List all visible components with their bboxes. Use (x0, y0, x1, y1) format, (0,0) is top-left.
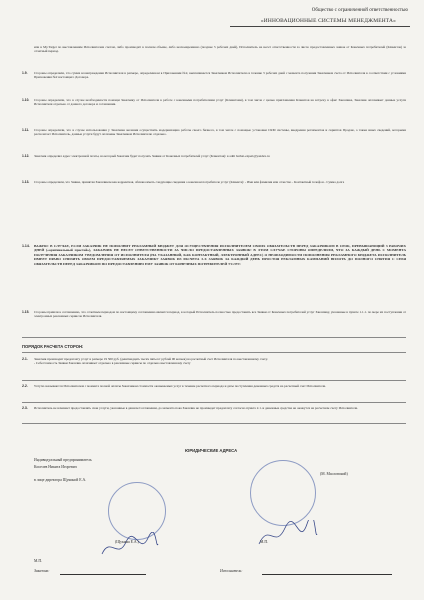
clause-1-13 (22, 180, 406, 208)
clause-text: Стороны определили, что в случае необходимости помощи Заказчику от Исполнителя в работе с конечными потребителями услуг (Клиентами), в том числе с целью приглашения Клиентов на встречу в офис Заказчика, Заказчик оплачивает данные услуги Исполнителя отдельно от данного договора и соглашения. (34, 98, 406, 107)
payment-number: 2.2. (22, 384, 28, 388)
clause-text: Заказчик определил адрес электронной почты, на который Заказчик будет получать Заявки от Конечных потребителей услуг (Клиентов): в adm barhat-expert@yandex.ru (34, 154, 270, 158)
clause-text: Стороны определили, что в случае использования у Заказчика желания осуществить модернизацию работы своего бизнеса, в том числе с помощью установки CRM системы, внедрения регламентов и скриптов Продаж, а также иных сведений, которыми располагает Исполнитель, данные услуги будут оплачены Заказчиком Исполнителю отдельно. (34, 128, 406, 137)
payment-item-2-3 (22, 406, 406, 420)
company-name: «ИННОВАЦИОННЫЕ СИСТЕМЫ МЕНЕДЖМЕНТА» (260, 18, 396, 24)
clause-number: 1.13. (22, 180, 30, 184)
clause-number: 1.11. (22, 128, 30, 132)
customer-signatory: (Щукина Е.А.) (115, 540, 139, 544)
clause-1-9 (22, 71, 406, 89)
customer-name: Киселев Никита Игоревич (34, 465, 77, 469)
clause-text: Стороны определили, что сумма вознаграждения Исполнителя в размере, определенном в Приложении №2, выплачивается Заказчиком Исполнителю в течение 3 рабочих дней с момента получения Заказчиком счета от Исполнителя в соответствии с условиями Приложения №2 настоящего Договора. (34, 71, 406, 80)
customer-role: Заказчик: (34, 569, 50, 573)
customer-signature-line (60, 574, 146, 575)
payment-section-title: ПОРЯДОК РАСЧЕТА СТОРОН: (22, 344, 84, 349)
contractor-signatory: (М. Масловский) (320, 472, 348, 476)
contractor-signature (255, 520, 319, 552)
clause-1-10 (22, 98, 406, 116)
payment-item-2-1 (22, 357, 406, 377)
payment-number: 2.3. (22, 406, 28, 410)
row-divider (22, 380, 406, 381)
customer-mp: М.П. (34, 559, 43, 563)
payment-number: 2.1. (22, 357, 28, 361)
preamble-paragraph: или в My.Target по выставлениям Исполнителем счетам, либо производит в полном объеме, либо несвоевременно (позднее 5 рабочих дней), Исполнитель не несет ответственности за число предоставленных заявок от Конечных потребителей (Клиентов) за отчетный период. (34, 45, 406, 54)
company-type: Общество с ограниченной ответственностью (311, 8, 408, 13)
payment-text: Услуги оказываются Исполнителем с момента полной оплаты Заказчиком стоимости оказываемых услуг в течение расчетного периода и даты поступления денежных средств на расчетный счет Исполнителя. (34, 384, 326, 388)
addresses-title: ЮРИДИЧЕСКИЕ АДРЕСА (185, 448, 238, 453)
payment-item-2-2 (22, 384, 406, 398)
contractor-signature-line (262, 574, 392, 575)
section-divider (22, 352, 406, 353)
clause-number: 1.9. (22, 71, 28, 75)
customer-representative: в лице директора Щукиной Е.А. (34, 478, 87, 482)
clause-1-11 (22, 128, 406, 146)
clause-1-14 (22, 244, 406, 304)
contractor-stamp (250, 460, 316, 526)
customer-type: Индивидуальный предприниматель (34, 458, 92, 462)
clause-text: ВАЖНО: В СЛУЧАЕ, ЕСЛИ ЗАКАЗЧИК НЕ ПОПОЛНИТ РЕКЛАМНЫЙ БЮДЖЕТ ДЛЯ ОСУЩЕСТВЛЕНИЯ ИСПОЛНИТЕЛЕМ СВОИХ ОБЯЗАТЕЛЬСТВ ПЕРЕД ЗАКАЗЧИКОМ В СРОК, ПРЕВЫШАЮЩИЙ 3 РАБОЧИХ ДНЕЙ («оригинальный простой»), ЗАКАЗЧИК НЕ НЕСЕТ ОТВЕТСТВЕННОСТИ ЗА ЧИСЛО ПРЕДОСТАВЛЕННЫХ ЗАЯВОК! В ЭТОМ СЛУЧАЕ СТОРОНЫ ОПРЕДЕЛИЛИ, ЧТО ЗА КАЖДЫЙ ДЕНЬ С МОМЕНТА ПОЛУЧЕНИЯ ЗАКАЗЧИКОМ УВЕДОМЛЕНИЯ ОТ ИСПОЛНИТЕЛЯ (НА УКАЗАННЫЙ, КАК КОНТАКТНЫЙ, ЭЛЕКТРОННЫЙ АДРЕС) О НЕОБХОДИМОСТИ ПОПОЛНЕНИЯ РЕКЛАМНОГО БЮДЖЕТА ИСПОЛНИТЕЛЬ ИМЕЕТ ПРАВО СНИЗИТЬ ОБЪЕМ ПРЕДОСТАВЛЯЕМЫХ ЗАКАЗЧИКУ ЗАЯВОК ИЗ РАСЧЕТА 3-Х ЗАЯВОК ЗА КАЖДЫЙ ДЕНЬ ПРОСТОЯ РЕКЛАМНЫХ КАМПАНИЙ ВПЛОТЬ ДО ПОЛНОГО СНЯТИЯ С СЕБЯ ОБЯЗАТЕЛЬСТВ ПЕРЕД ЗАКАЗЧИКОМ ПО ПРЕДОСТАВЛЕНИЮ ЕМУ ЗАЯВОК ОТ КОНЕЧНЫХ ПОТРЕБИТЕЛЕЙ УСЛУГ. (34, 244, 406, 266)
contractor-role: Исполнитель: (220, 569, 243, 573)
clause-number: 1.14. (22, 244, 30, 248)
clause-number: 1.10. (22, 98, 30, 102)
header-divider (230, 26, 410, 27)
row-divider (22, 402, 406, 403)
payment-text: Заказчик производит предоплату услуг в размере 19 500 руб. (девятнадцать тысяч пятьсот рублей 00 копеек) на расчетный счет Исполнителя по выставленному счету. - Себестоимость Заявки Заказчик оплачивает отдельно в рекламные сервисы по отдельно выставленному счету (34, 357, 268, 366)
contractor-mp: М.П. (260, 540, 269, 544)
clause-text: Стороны пришли к соглашению, что отчетным периодом по настоящему соглашению является период, в который Исполнитель полностью предоставить все Заявки от Конечных потребителей услуг Заказчику, указанные в пункте 1.1.1. по мере их поступления от электронных рекламных сервисов Исполнителя. (34, 310, 406, 319)
clause-text: Стороны определили, что Заявка, принятая Заказчиком как корректная, обязана иметь следующие сведения о конечном потребителе услуг (Клиенте): - Имя или фамилия или отчество - Контактный телефон - Сумма долга (34, 180, 345, 184)
clause-1-12 (22, 154, 406, 166)
clause-number: 1.12. (22, 154, 30, 158)
payment-text: Исполнитель не начинает предоставлять свои услуги, указанные в данном Соглашении, до момента пока Заказчик не произведет предоплату согласно пункта 2.1. и денежные средства не окажутся на расчетном счету Исполнителя. (34, 406, 358, 410)
row-divider (22, 423, 406, 424)
clause-1-15 (22, 310, 406, 324)
clause-number: 1.15. (22, 310, 30, 314)
customer-signature (100, 532, 160, 562)
section-divider (22, 337, 406, 338)
